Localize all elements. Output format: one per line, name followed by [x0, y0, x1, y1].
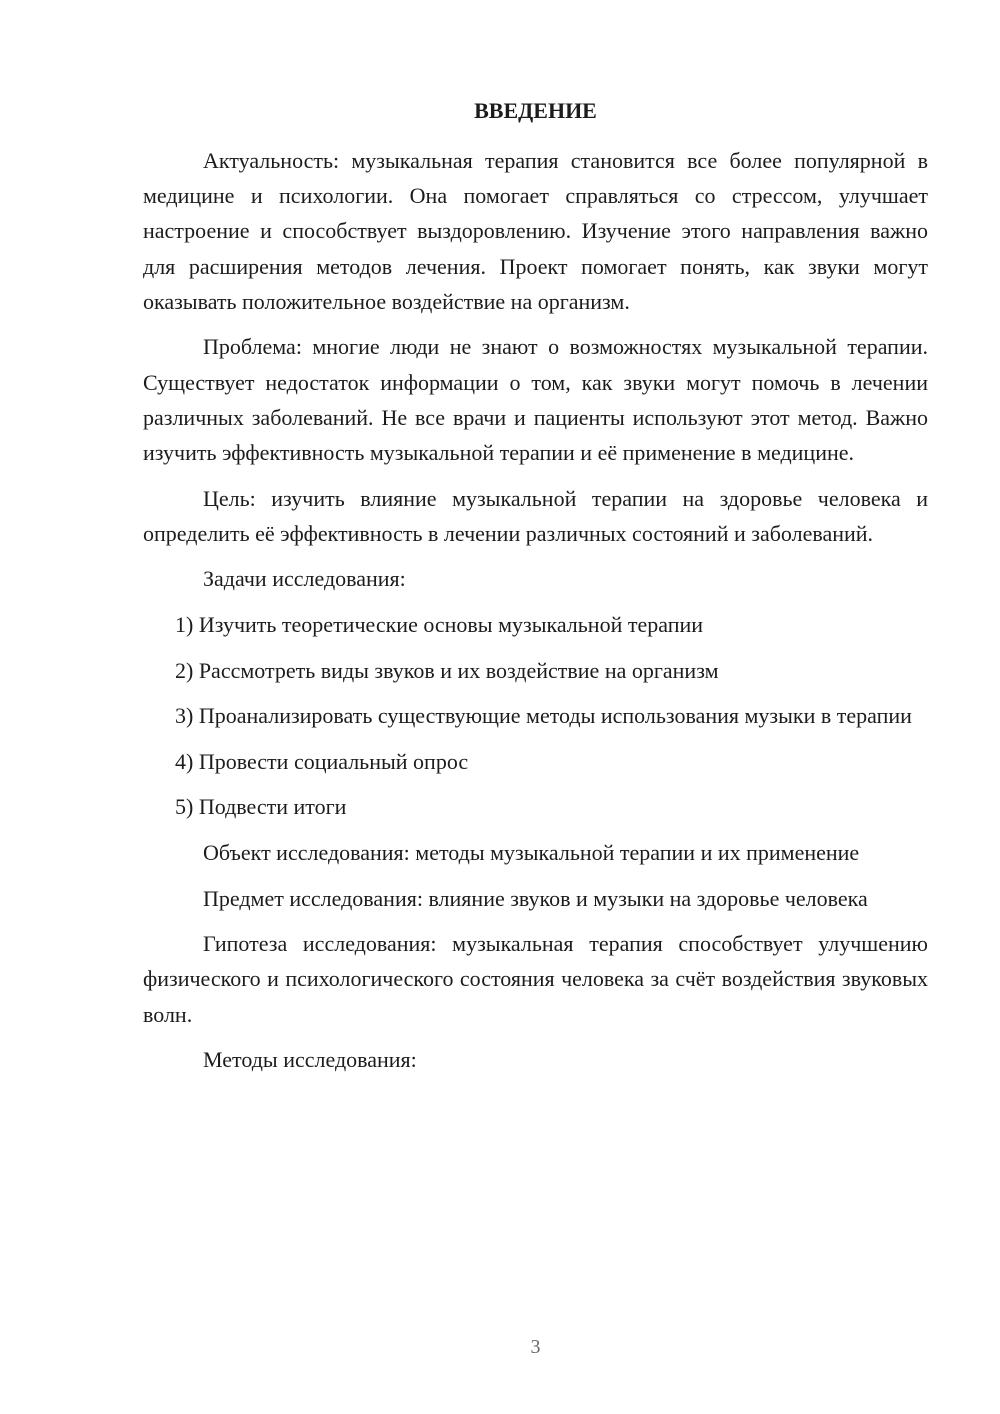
document-page	[143, 0, 928, 1414]
paragraph-methods-heading: Методы исследования:	[203, 1047, 417, 1073]
task-item-4: 4) Провести социальный опрос	[175, 748, 469, 774]
task-item-1: 1) Изучить теоретические основы музыкальной терапии	[175, 612, 704, 637]
paragraph-object: Объект исследования: методы музыкальной терапии и их применение	[203, 839, 860, 865]
task-item-5: 5) Подвести итоги	[175, 794, 347, 820]
page-number: 3	[530, 1336, 541, 1358]
paragraph-problem: Проблема: многие люди не знают о возможностях музыкальной терапии. Существует недостаток информации о том, как звуки могут помочь в лечении различных заболеваний. Не все врачи и пациенты используют этот метод. Важно изучить эффективность музыкальной терапии и её применение в медицине.	[143, 334, 928, 466]
paragraph-relevance: Актуальность: музыкальная терапия становится все более популярной в медицине и психологии. Она помогает справляться со стрессом, улучшает настроение и способствует выздоровлению. Изучение этого направления важно для расширения методов лечения. Проект помогает понять, как звуки могут оказывать положительное воздействие на организм.	[143, 148, 928, 314]
page-title: ВВЕДЕНИЕ	[474, 98, 597, 123]
task-item-2: 2) Рассмотреть виды звуков и их воздействие на организм	[175, 657, 719, 683]
paragraph-hypothesis: Гипотеза исследования: музыкальная терапия способствует улучшению физического и психологического состояния человека за счёт воздействия звуковых волн.	[143, 931, 928, 1027]
task-item-3: 3) Проанализировать существующие методы использования музыки в терапии	[175, 703, 912, 729]
document-body	[143, 143, 928, 1088]
paragraph-goal: Цель: изучить влияние музыкальной терапии на здоровье человека и определить её эффективность в лечении различных состояний и заболеваний.	[143, 485, 928, 546]
paragraph-subject: Предмет исследования: влияние звуков и музыки на здоровье человека	[203, 885, 868, 911]
paragraph-tasks-heading: Задачи исследования:	[203, 566, 406, 592]
